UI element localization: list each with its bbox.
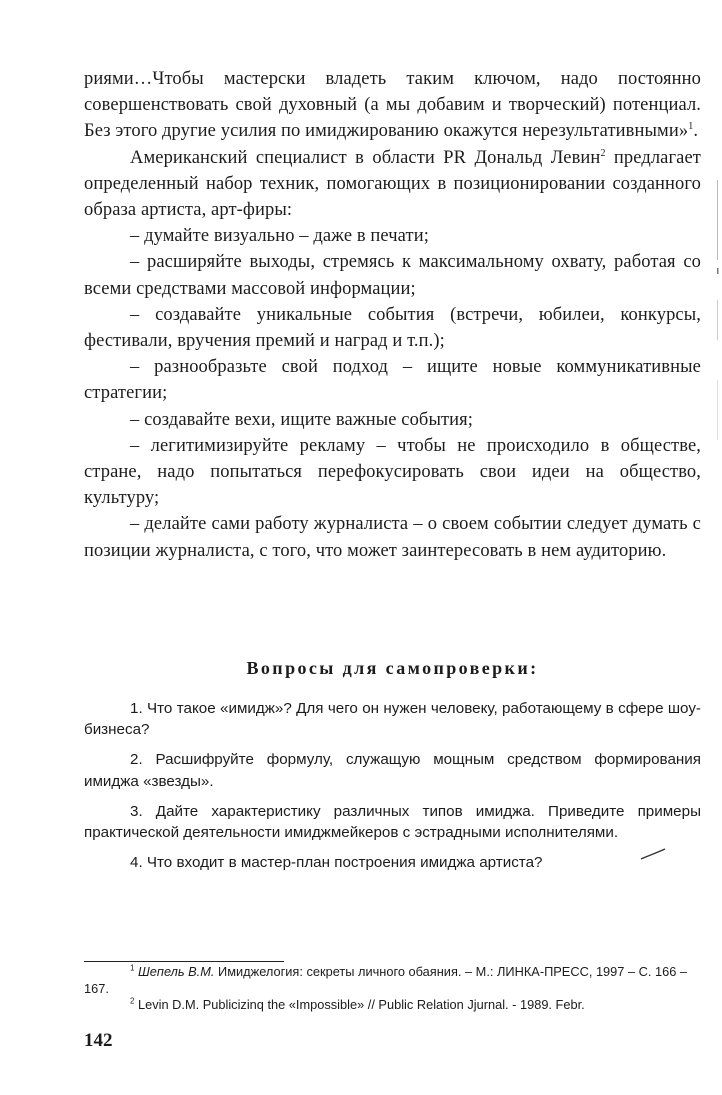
list-item: – разнообразьте свой подход – ищите новые коммуникативные стратегии; bbox=[84, 357, 701, 404]
footnotes bbox=[84, 964, 701, 1014]
pen-mark-icon bbox=[640, 848, 666, 860]
scan-artifact-icon bbox=[716, 180, 720, 460]
section-heading: Вопросы для самопроверки: bbox=[246, 658, 539, 678]
footnote-divider bbox=[84, 961, 284, 962]
page-number: 142 bbox=[84, 1030, 113, 1051]
questions-list bbox=[84, 698, 701, 882]
question-item: 1. Что такое «имидж»? Для чего он нужен человеку, работающему в сфере шоу-бизнеса? bbox=[84, 700, 701, 739]
list-item: – делайте сами работу журналиста – о своем событии следует думать с позиции журналиста, с того, что может заинтересовать в нем аудиторию. bbox=[84, 514, 701, 561]
list-item: – создавайте уникальные события (встречи, юбилеи, конкурсы, фестивали, вручения премий и наград и т.п.); bbox=[84, 304, 701, 352]
list-item: – расширяйте выходы, стремясь к максимальному охвату, работая со всеми средствами массовой информации; bbox=[84, 252, 701, 299]
footnote-ref-1: 1 bbox=[688, 121, 694, 133]
list-item: – создавайте вехи, ищите важные события; bbox=[130, 409, 474, 430]
paragraph-continuation: риями…Чтобы мастерски владеть таким ключом, надо постоянно совершенствовать свой духовный (а мы добавим и творческий) потенциал. Без этого другие усилия по имиджированию окажутся нерезультативными»$^1$. bbox=[84, 69, 701, 142]
footnote-1: $^1$ Шепель В.М. Имиджелогия: секреты личного обаяния. – М.: ЛИНКА-ПРЕСС, 1997 – С. 166 – 167. bbox=[84, 963, 688, 996]
question-item: 4. Что входит в мастер-план построения имиджа артиста? bbox=[130, 854, 543, 872]
question-item: 3. Дайте характеристику различных типов имиджа. Приведите примеры практической деятельности имиджмейкеров с эстрадными исполнителями. bbox=[84, 802, 701, 842]
main-text bbox=[84, 66, 701, 564]
list-item: – легитимизируйте рекламу – чтобы не происходило в обществе, стране, надо попытаться перефокусировать свои идеи на общество, культуру; bbox=[84, 435, 701, 509]
list-item: – думайте визуально – даже в печати; bbox=[130, 226, 429, 247]
paragraph-intro: Американский специалист в области PR Дональд Левин$^2$ предлагает определенный набор техник, помогающих в позиционировании созданного образа артиста, арт-фиры: bbox=[84, 147, 701, 221]
footnote-ref-2: 2 bbox=[600, 147, 606, 159]
footnote-2: $^2$ Levin D.M. Publicizinq the «Impossible» // Public Relation Jjurnal. - 1989. Febr. bbox=[130, 996, 585, 1012]
question-item: 2. Расшифруйте формулу, служащую мощным средством формирования имиджа «звезды». bbox=[84, 751, 701, 790]
